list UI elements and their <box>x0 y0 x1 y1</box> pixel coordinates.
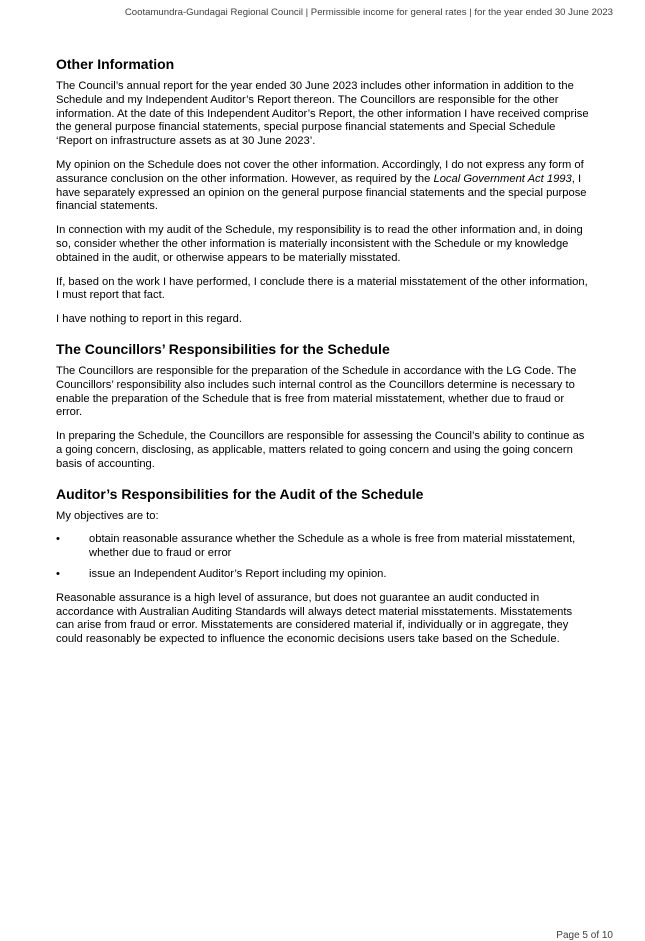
section-heading: Auditor’s Responsibilities for the Audit of the Schedule <box>56 485 424 502</box>
list-item-text: obtain reasonable assurance whether the Schedule as a whole is free from material misstatement, whether due to fraud or error <box>89 533 576 560</box>
section-heading: Other Information <box>56 56 175 72</box>
paragraph: If, based on the work I have performed, I conclude there is a material misstatement of the other information, I must report that fact. <box>56 275 588 302</box>
paragraph: In preparing the Schedule, the Councillors are responsible for assessing the Council’s ability to continue as a going concern, disclosing, as applicable, matters related to going concern and using the going concern basis of accounting. <box>56 430 585 470</box>
paragraph-text: , I have separately expressed an opinion on the general purpose financial statements and the special purpose financial statements. <box>56 172 587 213</box>
section-auditors-responsibilities <box>56 486 590 647</box>
section-heading: The Councillors’ Responsibilities for the Schedule <box>56 340 390 357</box>
paragraph <box>56 159 590 214</box>
list-item <box>56 568 590 582</box>
paragraph-text: My opinion on the Schedule does not cover the other information. Accordingly, I do not express any form of assurance conclusion on the other information. However, as required by the <box>56 158 584 185</box>
paragraph: I have nothing to report in this regard. <box>56 313 242 326</box>
paragraph: In connection with my audit of the Schedule, my responsibility is to read the other information and, in doing so, consider whether the other information is materially inconsistent with the Schedule or my knowledge obtained in the audit, or otherwise appears to be materially misstated. <box>56 224 583 264</box>
bullet-icon: • <box>56 567 60 580</box>
paragraph: The Councillors are responsible for the preparation of the Schedule in accordance with the LG Code. The Councillors’ responsibility also includes such internal control as the Councillors determine is necessary to enable the preparation of the Schedule that is free from material misstatement, whether due to fraud or error. <box>56 364 577 419</box>
running-header: Cootamundra-Gundagai Regional Council | Permissible income for general rates | for the year ended 30 June 2023 <box>124 7 613 18</box>
bullet-icon: • <box>56 533 60 546</box>
section-other-information <box>56 56 590 327</box>
list-item-text: issue an Independent Auditor’s Report including my opinion. <box>89 567 387 580</box>
paragraph: Reasonable assurance is a high level of assurance, but does not guarantee an audit conducted in accordance with Australian Auditing Standards will always detect material misstatements. Misstatements can arise from fraud or error. Misstatements are considered material if, individually or in aggregate, they could reasonably be expected to influence the economic decisions users take based on the Schedule. <box>56 591 573 646</box>
section-councillors-responsibilities <box>56 341 590 472</box>
page-number: Page 5 of 10 <box>556 930 613 941</box>
objectives-list <box>56 533 590 581</box>
list-item <box>56 533 590 561</box>
document-body <box>56 56 590 657</box>
paragraph: My objectives are to: <box>56 509 159 522</box>
paragraph: The Council’s annual report for the year ended 30 June 2023 includes other information in addition to the Schedule and my Independent Auditor’s Report thereon. The Councillors are responsible for the other information. At the date of this Independent Auditor’s Report, the other information I have received comprise the general purpose financial statements, special purpose financial statements and Special Schedule ‘Report on infrastructure assets as at 30 June 2023’. <box>56 80 589 148</box>
act-title: Local Government Act 1993 <box>433 172 572 185</box>
